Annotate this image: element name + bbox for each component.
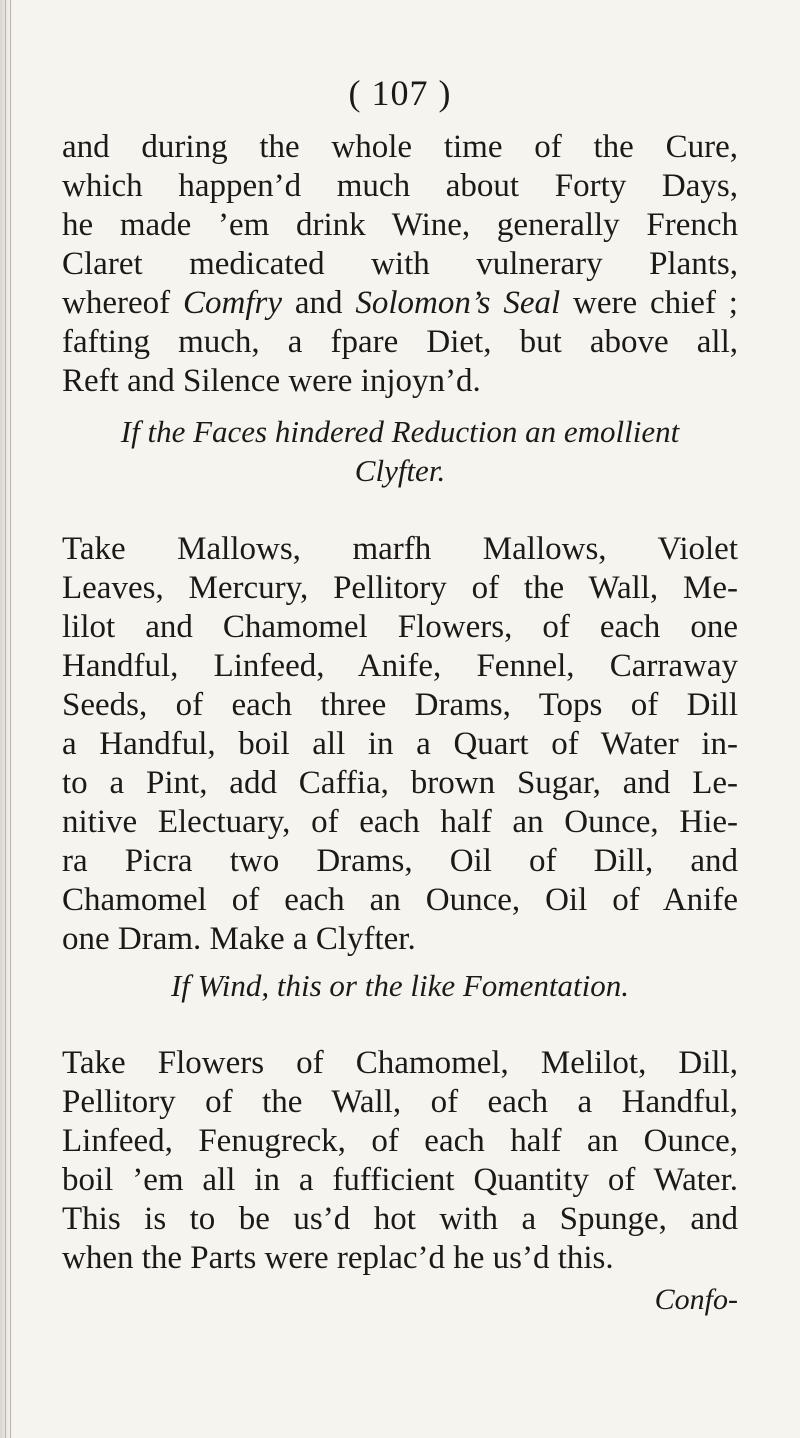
text-line: nitive Electuary, of each half an Ounce, Hie- xyxy=(62,804,738,840)
text-line: Leaves, Mercury, Pellitory of the Wall, Me- xyxy=(62,570,738,606)
paragraph-2 xyxy=(62,530,738,959)
text-line: Pellitory of the Wall, of each a Handful, xyxy=(62,1084,738,1120)
heading-line: If Wind, this or the like Fomentation. xyxy=(170,968,630,1003)
text-line: Take Mallows, marfh Mallows, Violet xyxy=(62,531,738,567)
italic-term: Comfry xyxy=(182,285,282,321)
text-line: one Dram. Make a Clyfter. xyxy=(62,921,416,957)
text-line: lilot and Chamomel Flowers, of each one xyxy=(62,609,738,645)
text-line: when the Parts were replac’d he us’d this. xyxy=(62,1240,614,1276)
text-line: he made ’em drink Wine, generally French xyxy=(62,207,738,243)
text-line: ra Picra two Drams, Oil of Dill, and xyxy=(62,843,738,879)
paragraph-3 xyxy=(62,1044,738,1278)
text-line: This is to be us’d hot with a Spunge, and xyxy=(62,1201,738,1237)
text-run: whereof xyxy=(62,285,183,321)
text-line: boil ’em all in a fufficient Quantity of Water. xyxy=(62,1162,738,1198)
text-line: fafting much, a fpare Diet, but above all, xyxy=(62,324,738,360)
text-line: Linfeed, Fenugreck, of each half an Ounce, xyxy=(62,1123,738,1159)
text-line: Seeds, of each three Drams, Tops of Dill xyxy=(62,687,738,723)
paragraph-1 xyxy=(62,128,738,401)
text-line: a Handful, boil all in a Quart of Water in- xyxy=(62,726,738,762)
page-number-header: ( 107 ) xyxy=(348,73,452,113)
page-binding-edge xyxy=(0,0,14,1438)
heading-line: If the Faces hindered Reduction an emollient xyxy=(120,414,680,449)
text-line xyxy=(62,284,738,323)
page-edge-line xyxy=(5,0,6,1438)
text-line: Take Flowers of Chamomel, Melilot, Dill, xyxy=(62,1045,738,1081)
text-run: and xyxy=(281,285,356,321)
text-line: Claret medicated with vulnerary Plants, xyxy=(62,246,738,282)
text-line: to a Pint, add Caffia, brown Sugar, and Le- xyxy=(62,765,738,801)
text-line: and during the whole time of the Cure, xyxy=(62,129,738,165)
text-line: which happen’d much about Forty Days, xyxy=(62,168,738,204)
text-line: Reft and Silence were injoyn’d. xyxy=(62,363,481,399)
page-edge-line xyxy=(10,0,11,1438)
text-run: were chief ; xyxy=(560,285,738,321)
catchword: Confo- xyxy=(654,1283,738,1316)
text-line: Chamomel of each an Ounce, Oil of Anife xyxy=(62,882,738,918)
italic-term: Solomon’s Seal xyxy=(355,285,561,321)
section-heading-1 xyxy=(62,412,738,490)
text-line: Handful, Linfeed, Anife, Fennel, Carraway xyxy=(62,648,738,684)
heading-line: Clyfter. xyxy=(354,453,446,488)
section-heading-2 xyxy=(62,966,738,1005)
